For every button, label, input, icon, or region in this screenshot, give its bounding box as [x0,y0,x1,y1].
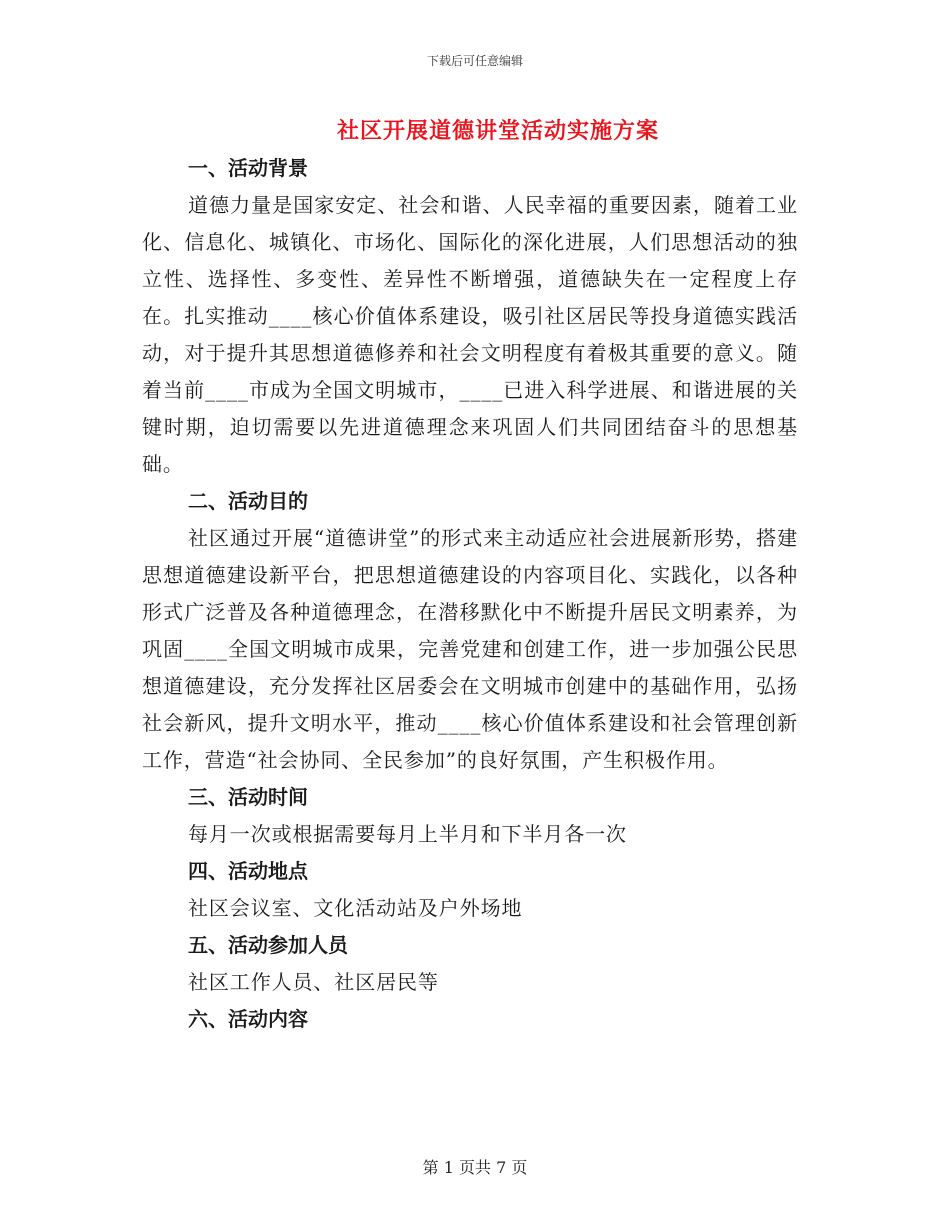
document-body [142,150,798,1038]
section-text-location: 社区会议室、文化活动站及户外场地 [188,896,523,920]
section-text-purpose: 社区通过开展“道德讲堂”的形式来主动适应社会进展新形势，搭建思想道德建设新平台，把思想道德建设的内容项目化、实践化，以各种形式广泛普及各种道德理念，在潜移默化中不断提升居民文明素养，为巩固____全国文明城市成果，完善党建和创建工作，进一步加强公民思想道德建设，充分发挥社区居委会在文明城市创建中的基础作用，弘扬社会新风，提升文明水平，推动____核心价值体系建设和社会管理创新工作，营造“社会协同、全民参加”的良好氛围，产生积极作用。 [142,526,798,772]
header-note: 下载后可任意编辑 [426,54,523,68]
section-text-participants: 社区工作人员、社区居民等 [188,970,439,994]
section-heading-content: 六、活动内容 [188,1007,308,1031]
page-footer: 第 1 页共 7 页 [422,1158,528,1177]
document-title: 社区开展道德讲堂活动实施方案 [336,119,659,144]
section-heading-time: 三、活动时间 [188,785,308,809]
section-heading-participants: 五、活动参加人员 [188,933,348,957]
section-heading-location: 四、活动地点 [188,859,308,883]
section-heading-purpose: 二、活动目的 [188,489,308,513]
section-text-background: 道德力量是国家安定、社会和谐、人民幸福的重要因素，随着工业化、信息化、城镇化、市场化、国际化的深化进展，人们思想活动的独立性、选择性、多变性、差异性不断增强，道德缺失在一定程度上存在。扎实推动____核心价值体系建设，吸引社区居民等投身道德实践活动，对于提升其思想道德修养和社会文明程度有着极其重要的意义。随着当前____市成为全国文明城市，____已进入科学进展、和谐进展的关键时期，迫切需要以先进道德理念来巩固人们共同团结奋斗的思想基础。 [142,193,798,476]
section-heading-background: 一、活动背景 [188,156,308,180]
section-text-time: 每月一次或根据需要每月上半月和下半月各一次 [188,822,627,846]
